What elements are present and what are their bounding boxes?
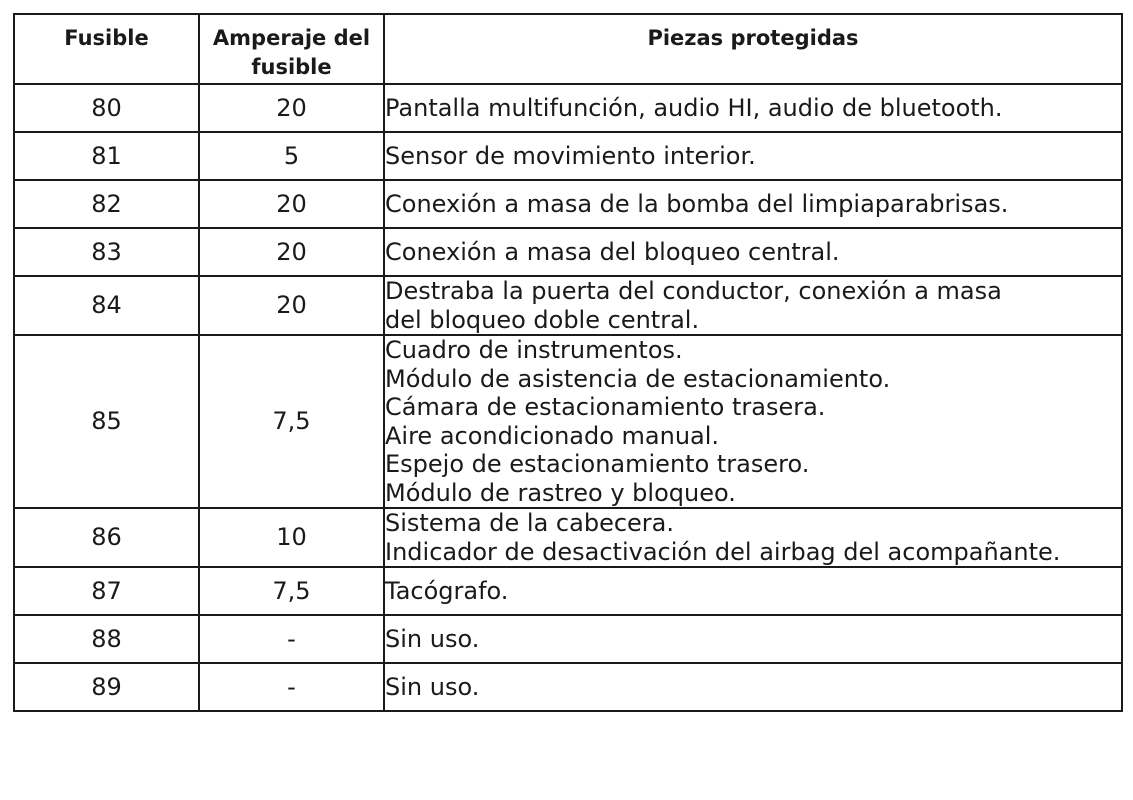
- fuse-amperage: 7,5: [199, 335, 384, 508]
- fuse-amperage: 20: [199, 84, 384, 132]
- fuse-number: 85: [14, 335, 199, 508]
- fuse-number: 89: [14, 663, 199, 711]
- table-row: [14, 508, 1122, 567]
- part-line: Cuadro de instrumentos.: [385, 336, 683, 364]
- fuse-amperage: 20: [199, 228, 384, 276]
- table-row: [14, 615, 1122, 663]
- fuse-amperage: 10: [199, 508, 384, 567]
- protected-parts: [384, 84, 1122, 132]
- table-row: [14, 180, 1122, 228]
- fuse-number: 87: [14, 567, 199, 615]
- protected-parts: [384, 615, 1122, 663]
- table-row: [14, 132, 1122, 180]
- part-line: Destraba la puerta del conductor, conexión a masa: [385, 277, 1002, 305]
- fuse-table: [13, 13, 1123, 712]
- protected-parts: [384, 335, 1122, 508]
- fuse-number: 86: [14, 508, 199, 567]
- part-line: Cámara de estacionamiento trasera.: [385, 393, 826, 421]
- header-amperage: [199, 14, 384, 84]
- part-line: Espejo de estacionamiento trasero.: [385, 450, 810, 478]
- header-amperage-line1: Amperaje del: [212, 26, 371, 50]
- part-line: Indicador de desactivación del airbag del acompañante.: [385, 537, 1061, 566]
- table-row: [14, 84, 1122, 132]
- part-line: Sensor de movimiento interior.: [385, 141, 756, 170]
- protected-parts: [384, 508, 1122, 567]
- part-line: Sin uso.: [385, 672, 480, 701]
- fuse-amperage: 20: [199, 276, 384, 335]
- fuse-amperage: 20: [199, 180, 384, 228]
- part-line: Sistema de la cabecera.: [385, 509, 674, 537]
- part-line: Conexión a masa del bloqueo central.: [385, 237, 840, 266]
- part-line: del bloqueo doble central.: [385, 305, 700, 334]
- part-line: Módulo de rastreo y bloqueo.: [385, 478, 736, 507]
- protected-parts: [384, 663, 1122, 711]
- fuse-number: 84: [14, 276, 199, 335]
- fuse-amperage: 5: [199, 132, 384, 180]
- fuse-amperage: 7,5: [199, 567, 384, 615]
- header-parts: Piezas protegidas: [384, 14, 1122, 84]
- table-row: [14, 663, 1122, 711]
- part-line: Módulo de asistencia de estacionamiento.: [385, 364, 891, 393]
- fuse-number: 80: [14, 84, 199, 132]
- fuse-amperage: -: [199, 615, 384, 663]
- table-row: [14, 228, 1122, 276]
- table-row: [14, 276, 1122, 335]
- fuse-amperage: -: [199, 663, 384, 711]
- fuse-number: 81: [14, 132, 199, 180]
- part-line: Aire acondicionado manual.: [385, 421, 720, 450]
- part-line: Pantalla multifunción, audio HI, audio de bluetooth.: [385, 93, 1003, 122]
- protected-parts: [384, 228, 1122, 276]
- part-line: Sin uso.: [385, 624, 480, 653]
- part-line: Tacógrafo.: [385, 576, 509, 605]
- protected-parts: [384, 276, 1122, 335]
- protected-parts: [384, 180, 1122, 228]
- table-row: [14, 567, 1122, 615]
- part-line: Conexión a masa de la bomba del limpiaparabrisas.: [385, 189, 1009, 218]
- fuse-number: 82: [14, 180, 199, 228]
- protected-parts: [384, 567, 1122, 615]
- fuse-number: 88: [14, 615, 199, 663]
- table-row: [14, 335, 1122, 508]
- fuse-number: 83: [14, 228, 199, 276]
- header-fuse: Fusible: [14, 14, 199, 84]
- protected-parts: [384, 132, 1122, 180]
- table-header-row: [14, 14, 1122, 84]
- header-amperage-line2: fusible: [251, 55, 332, 79]
